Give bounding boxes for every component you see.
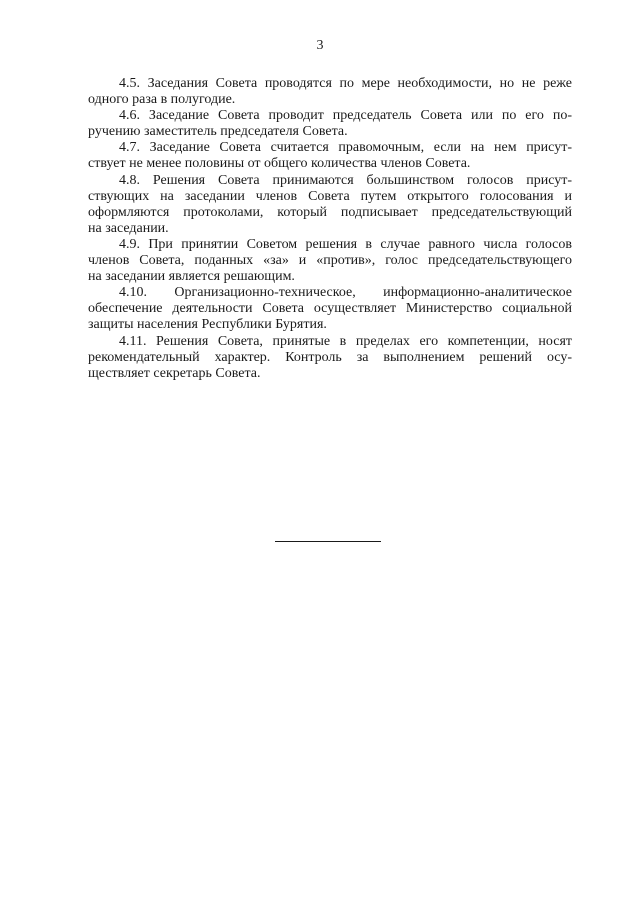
text-line: на заседании. [88,220,169,236]
text-line: 4.9. При принятии Советом решения в случае равного числа голосов [119,236,572,252]
text-line: 4.10. Организационно-техническое, информационно-аналитическое [119,285,572,301]
text-line: обеспечение деятельности Совета осуществляет Министерство социальной [88,301,572,317]
text-line: рекомендательный характер. Контроль за выполнением решений осу- [88,349,572,365]
page-number: 3 [316,38,324,53]
text-line: 4.7. Заседание Совета считается правомочным, если на нем присут- [119,140,572,156]
document-body [88,76,572,382]
paragraph-4-11 [88,334,572,382]
text-line: ствующих на заседании членов Совета путем открытого голосования и [88,188,572,204]
text-line: оформляются протоколами, который подписывает председательствующий [88,204,572,220]
paragraph-4-10 [88,285,572,333]
text-line: 4.11. Решения Совета, принятые в пределах его компетенции, носят [119,333,572,349]
text-line: одного раза в полугодие. [88,92,236,108]
text-line: ществляет секретарь Совета. [88,365,261,381]
text-line: членов Совета, поданных «за» и «против», голос председательствующего [88,253,572,269]
text-line: 4.6. Заседание Совета проводит председатель Совета или по его по- [119,108,572,124]
text-line: защиты населения Республики Бурятия. [88,317,327,333]
paragraph-4-6 [88,108,572,140]
paragraph-4-8 [88,173,572,237]
paragraph-4-7 [88,140,572,172]
text-line: на заседании является решающим. [88,269,295,285]
text-line: 4.8. Решения Совета принимаются большинством голосов присут- [119,172,572,188]
text-line: ствует не менее половины от общего количества членов Совета. [88,156,471,172]
end-separator-line [275,541,381,542]
text-line: 4.5. Заседания Совета проводятся по мере необходимости, но не реже [119,76,572,91]
paragraph-4-9 [88,237,572,285]
text-line: ручению заместитель председателя Совета. [88,124,348,140]
paragraph-4-5 [88,76,572,108]
